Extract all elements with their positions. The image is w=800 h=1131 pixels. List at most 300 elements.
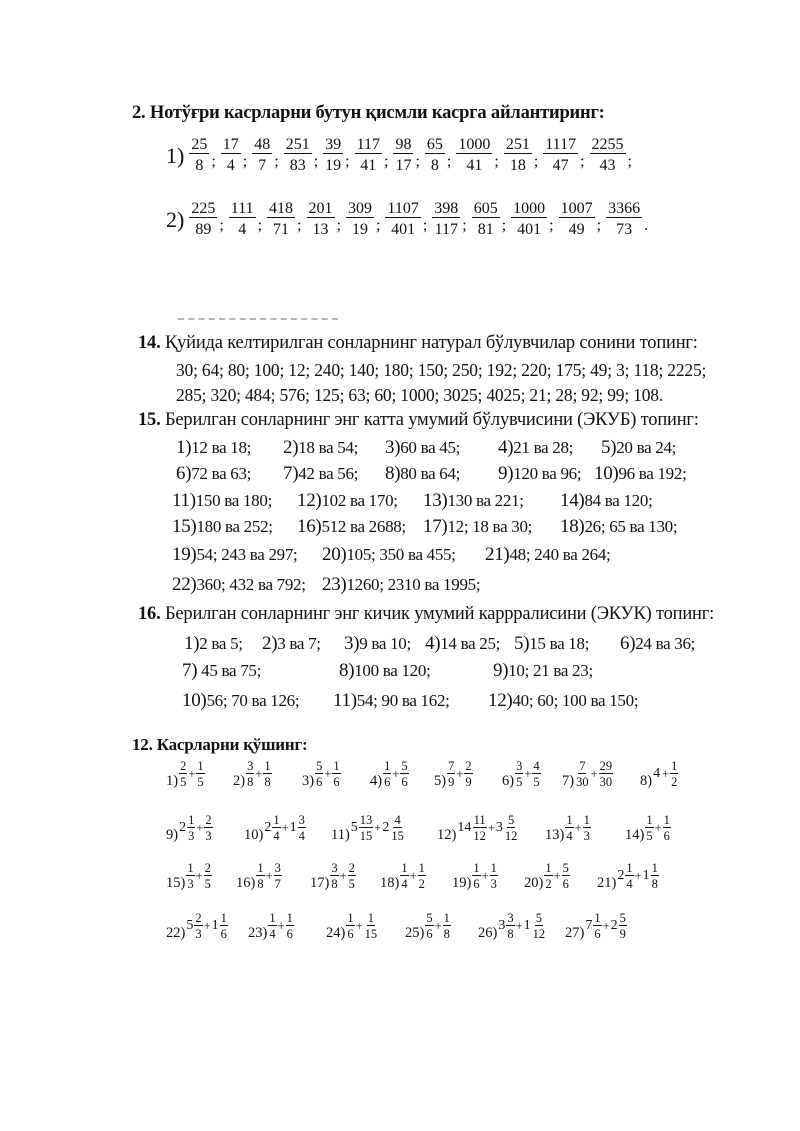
denominator: 3 — [490, 876, 497, 891]
item-value: 10; 21 ва 23; — [508, 661, 593, 680]
item-number: 4) — [425, 633, 441, 654]
denominator: 49 — [568, 221, 585, 238]
separator: ; — [313, 153, 319, 170]
task2-heading: 2. Нотўғри касрларни бутун қисмли касрга айлантиринг: — [132, 103, 605, 123]
task16-item — [493, 660, 593, 682]
numerator: 1 — [269, 911, 276, 925]
item-number: 23) — [322, 574, 347, 595]
sum-exercise — [562, 760, 613, 788]
separator: ; — [219, 217, 224, 234]
item-number: 11) — [172, 490, 196, 511]
item-number: 14) — [625, 826, 645, 843]
plus-sign: + — [281, 820, 289, 835]
task15-item — [283, 437, 358, 459]
item-value: 84 ва 120; — [584, 491, 653, 510]
fraction-sum — [268, 912, 294, 940]
fraction — [511, 201, 547, 238]
plus-sign: + — [553, 868, 561, 883]
separator: ; — [422, 217, 428, 234]
fraction — [562, 862, 570, 890]
separator: . — [644, 217, 649, 234]
denominator: 9 — [448, 774, 455, 789]
separator: ; — [384, 153, 389, 170]
item-value: 45 ва 75; — [197, 661, 262, 680]
plus-sign: + — [392, 766, 400, 781]
item-number: 8) — [385, 463, 401, 484]
numerator: 1 — [443, 911, 450, 925]
numerator: 98 — [395, 136, 412, 153]
plus-sign: + — [195, 868, 203, 883]
plus-sign: + — [255, 766, 263, 781]
item-number: 22) — [166, 924, 186, 941]
plus-sign: + — [602, 918, 610, 933]
whole-part: 1 — [642, 868, 650, 883]
plus-sign: + — [574, 820, 582, 835]
item-value: 120 ва 96; — [513, 464, 582, 483]
whole-part: 3 — [495, 820, 503, 835]
numerator: 1107 — [387, 200, 419, 217]
denominator: 41 — [360, 157, 377, 174]
item-value: 12 ва 18; — [191, 438, 252, 457]
task15-item — [322, 544, 456, 566]
denominator: 5 — [533, 774, 540, 789]
fraction — [651, 862, 659, 890]
fraction — [346, 912, 354, 940]
sum-exercise — [502, 760, 541, 788]
fraction — [256, 862, 264, 890]
denominator: 5 — [197, 774, 204, 789]
fraction — [355, 137, 382, 174]
whole-part: 5 — [186, 918, 194, 933]
task16-item — [488, 690, 638, 712]
denominator: 7 — [258, 157, 267, 174]
item-number: 6) — [176, 463, 192, 484]
numerator: 605 — [473, 200, 498, 217]
denominator: 117 — [434, 221, 458, 238]
item-number: 2) — [262, 633, 278, 654]
separator: ; — [446, 153, 452, 170]
item-value: 2 ва 5; — [199, 634, 243, 653]
item-value: 100 ва 120; — [354, 661, 431, 680]
item-value: 26; 65 ва 130; — [584, 517, 678, 536]
item-number: 12) — [297, 490, 322, 511]
item-number: 5) — [601, 437, 617, 458]
fraction — [189, 201, 217, 238]
fraction — [472, 862, 480, 890]
whole-part: 2 — [382, 820, 390, 835]
fraction — [189, 137, 209, 174]
denominator: 401 — [391, 221, 416, 238]
whole-part: 2 — [617, 868, 625, 883]
item-number: 12) — [437, 826, 457, 843]
item-number: 18) — [380, 874, 400, 891]
sum-exercise — [545, 814, 591, 842]
separator: ; — [462, 217, 467, 234]
separator: ; — [415, 153, 420, 170]
numerator: 1000 — [513, 200, 546, 217]
item-number: 5) — [434, 772, 447, 789]
sum-exercise — [166, 862, 212, 890]
item-value: 512 ва 2688; — [321, 517, 406, 536]
whole-part: 2 — [264, 820, 272, 835]
task12-heading: 12. Касрларни қўшинг: — [132, 735, 308, 754]
plus-sign: + — [481, 868, 489, 883]
item-number: 15) — [166, 874, 186, 891]
item-value: 54; 90 ва 162; — [356, 691, 450, 710]
fraction — [400, 862, 408, 890]
denominator: 8 — [331, 876, 338, 891]
denominator: 19 — [351, 221, 368, 238]
denominator: 6 — [347, 926, 354, 941]
numerator: 1 — [347, 911, 354, 925]
item-number: 13) — [423, 490, 448, 511]
fraction-sum — [264, 814, 306, 842]
fraction — [472, 201, 500, 238]
numerator: 1 — [651, 861, 658, 875]
item-number: 20) — [322, 544, 347, 565]
fraction — [385, 201, 420, 238]
numerator: 1 — [384, 759, 391, 773]
numerator: 5 — [508, 813, 515, 827]
fraction — [359, 814, 374, 842]
sum-exercise — [380, 862, 426, 890]
numerator: 3366 — [608, 200, 641, 217]
fraction — [506, 912, 514, 940]
fraction — [187, 814, 195, 842]
numerator: 4 — [394, 813, 401, 827]
numerator: 5 — [316, 759, 323, 773]
separator: ; — [242, 153, 248, 170]
item-number: 4) — [370, 772, 383, 789]
item-number: 3) — [302, 772, 315, 789]
fraction-sum — [351, 814, 405, 842]
denominator: 41 — [466, 157, 483, 174]
item-value: 102 ва 170; — [321, 491, 398, 510]
cropped-text-fragment — [178, 318, 338, 325]
denominator: 43 — [599, 157, 616, 174]
task15-item — [594, 463, 687, 485]
numerator: 5 — [619, 911, 626, 925]
item-number: 9) — [498, 463, 514, 484]
task2-row2-label: 2) — [166, 206, 185, 232]
denominator: 13 — [312, 221, 329, 238]
denominator: 3 — [205, 828, 212, 843]
fraction — [504, 814, 519, 842]
fraction — [432, 201, 460, 238]
item-number: 5) — [514, 633, 530, 654]
task15-item — [176, 437, 251, 459]
denominator: 4 — [626, 876, 633, 891]
denominator: 15 — [391, 828, 404, 843]
fraction — [220, 912, 228, 940]
fraction — [425, 137, 445, 174]
fraction — [593, 912, 601, 940]
fraction — [625, 862, 633, 890]
task15-item — [485, 544, 610, 566]
item-number: 1) — [184, 633, 200, 654]
numerator: 7 — [579, 759, 586, 773]
sum-exercise — [236, 862, 282, 890]
plus-sign: + — [524, 766, 532, 781]
whole-part: 4 — [653, 766, 661, 781]
numerator: 4 — [533, 759, 540, 773]
numerator: 3 — [298, 813, 305, 827]
fraction-sum — [246, 760, 272, 788]
denominator: 12 — [473, 828, 486, 843]
numerator: 1 — [257, 861, 264, 875]
numerator: 2 — [465, 759, 472, 773]
numerator: 1 — [264, 759, 271, 773]
numerator: 1007 — [560, 200, 593, 217]
plus-sign: + — [188, 766, 196, 781]
task16-item — [333, 690, 450, 712]
fraction — [179, 760, 187, 788]
fraction-sum — [256, 862, 282, 890]
sum-exercise — [478, 912, 546, 940]
fraction — [464, 760, 472, 788]
plus-sign: + — [277, 918, 285, 933]
item-number: 13) — [545, 826, 565, 843]
task15-item — [172, 516, 273, 538]
denominator: 15 — [359, 828, 373, 843]
denominator: 4 — [401, 876, 408, 891]
fraction — [425, 912, 433, 940]
task2-row2 — [166, 201, 652, 238]
task15-heading: 15. Берилган сонларнинг энг катта умумий бўлувчисини (ЭКУБ) топинг: — [138, 410, 699, 430]
numerator: 1 — [273, 813, 280, 827]
numerator: 1 — [197, 759, 204, 773]
fraction — [575, 760, 590, 788]
numerator: 3 — [247, 759, 254, 773]
task14-numbers-line-2: 285; 320; 484; 576; 125; 63; 60; 1000; 3025; 4025; 21; 28; 92; 99; 108. — [176, 385, 663, 405]
denominator: 3 — [188, 828, 195, 843]
denominator: 8 — [247, 774, 254, 789]
fraction-sum — [383, 760, 409, 788]
numerator: 2 — [204, 861, 211, 875]
item-value: 18 ва 54; — [298, 438, 359, 457]
fraction — [229, 201, 256, 238]
fraction — [544, 862, 552, 890]
whole-part: 1 — [211, 918, 219, 933]
fraction — [447, 760, 455, 788]
separator: ; — [596, 217, 602, 234]
item-value: 21 ва 28; — [513, 438, 574, 457]
plus-sign: + — [374, 820, 382, 835]
task15-item — [283, 463, 358, 485]
numerator: 3 — [274, 861, 281, 875]
numerator: 13 — [359, 813, 373, 827]
denominator: 6 — [286, 926, 293, 941]
fraction-sum — [515, 760, 541, 788]
item-number: 9) — [166, 826, 179, 843]
fraction — [515, 760, 523, 788]
fraction — [196, 760, 204, 788]
denominator: 5 — [516, 774, 523, 789]
sum-exercise — [244, 814, 306, 842]
item-number: 7) — [562, 772, 575, 789]
item-value: 15 ва 18; — [529, 634, 590, 653]
denominator: 8 — [651, 876, 658, 891]
plus-sign: + — [456, 766, 464, 781]
item-number: 8) — [339, 660, 355, 681]
denominator: 8 — [443, 926, 450, 941]
numerator: 1 — [418, 861, 425, 875]
fraction-sum — [179, 760, 205, 788]
denominator: 81 — [477, 221, 494, 238]
denominator: 5 — [180, 774, 187, 789]
numerator: 1 — [367, 911, 375, 925]
numerator: 1117 — [545, 136, 577, 153]
plus-sign: + — [203, 918, 211, 933]
denominator: 3 — [187, 876, 194, 891]
numerator: 1 — [583, 813, 590, 827]
fraction — [267, 201, 295, 238]
denominator: 2 — [671, 774, 678, 789]
item-value: 360; 432 ва 792; — [196, 575, 306, 594]
fraction-sum — [653, 760, 678, 788]
task15-item — [385, 463, 460, 485]
fraction — [532, 912, 547, 940]
denominator: 4 — [226, 157, 235, 174]
separator: ; — [274, 153, 279, 170]
item-number: 1) — [176, 437, 192, 458]
task14-numbers-line-1: 30; 64; 80; 100; 12; 240; 140; 180; 150; 250; 192; 220; 175; 49; 3; 118; 2225; — [176, 360, 707, 380]
fraction — [346, 201, 374, 238]
numerator: 1 — [626, 861, 633, 875]
separator: ; — [494, 153, 499, 170]
item-number: 8) — [640, 772, 653, 789]
task16-item — [514, 633, 589, 655]
item-value: 48; 240 ва 264; — [509, 545, 611, 564]
denominator: 8 — [257, 876, 264, 891]
fraction — [348, 862, 356, 890]
task16-heading: 16. Берилган сонларнинг энг кичик умумий каррралисини (ЭКУК) топинг: — [138, 604, 715, 624]
numerator: 3 — [331, 861, 338, 875]
denominator: 30 — [576, 774, 589, 789]
task15-item — [172, 544, 297, 566]
separator: ; — [375, 217, 381, 234]
item-number: 19) — [452, 874, 472, 891]
item-number: 10) — [594, 463, 619, 484]
whole-part: 3 — [498, 918, 506, 933]
sum-exercise — [326, 912, 378, 940]
denominator: 8 — [195, 157, 204, 174]
separator: ; — [336, 217, 341, 234]
fraction — [390, 814, 405, 842]
plus-sign: + — [515, 918, 523, 933]
denominator: 6 — [316, 774, 323, 789]
fraction-sum — [457, 814, 518, 842]
denominator: 83 — [289, 157, 306, 174]
denominator: 6 — [562, 876, 569, 891]
fraction — [274, 862, 282, 890]
numerator: 2255 — [591, 136, 624, 153]
sum-exercise — [310, 862, 356, 890]
denominator: 5 — [204, 876, 211, 891]
item-value: 1260; 2310 ва 1995; — [346, 575, 481, 594]
sum-exercise — [302, 760, 341, 788]
item-number: 11) — [331, 826, 350, 843]
numerator: 3 — [516, 759, 523, 773]
item-number: 1) — [166, 772, 179, 789]
fraction-sum — [498, 912, 546, 940]
fraction-sum — [565, 814, 591, 842]
item-number: 6) — [620, 633, 636, 654]
plus-sign: + — [409, 868, 417, 883]
numerator: 17 — [222, 136, 239, 153]
separator: ; — [549, 217, 554, 234]
plus-sign: + — [265, 868, 273, 883]
item-value: 150 ва 180; — [195, 491, 273, 510]
item-number: 16) — [236, 874, 256, 891]
item-value: 12; 18 ва 30; — [447, 517, 533, 536]
fraction — [272, 814, 280, 842]
item-value: 56; 70 ва 126; — [206, 691, 300, 710]
sum-exercise — [248, 912, 294, 940]
sum-exercise — [625, 814, 671, 842]
plus-sign: + — [355, 918, 363, 933]
sum-exercise — [405, 912, 451, 940]
item-number: 27) — [565, 924, 585, 941]
denominator: 17 — [395, 157, 412, 174]
numerator: 1 — [286, 911, 293, 925]
fraction — [543, 137, 578, 174]
item-value: 40; 60; 100 ва 150; — [512, 691, 639, 710]
denominator: 6 — [594, 926, 601, 941]
task15-item — [176, 463, 251, 485]
denominator: 12 — [532, 926, 546, 941]
denominator: 4 — [298, 828, 305, 843]
task15-item — [560, 516, 677, 538]
denominator: 2 — [545, 876, 552, 891]
fraction-sum — [315, 760, 341, 788]
fraction — [443, 912, 451, 940]
denominator: 6 — [333, 774, 340, 789]
denominator: 4 — [273, 828, 280, 843]
fraction-sum — [472, 862, 498, 890]
numerator: 2 — [205, 813, 212, 827]
separator: ; — [345, 153, 350, 170]
item-value: 80 ва 64; — [400, 464, 461, 483]
item-value: 54; 243 ва 297; — [196, 545, 298, 564]
sum-exercise — [166, 760, 205, 788]
task15-item — [172, 490, 272, 512]
item-number: 11) — [333, 690, 357, 711]
sum-exercise — [565, 912, 627, 940]
whole-part: 14 — [457, 820, 472, 835]
item-value: 105; 350 ва 455; — [346, 545, 456, 564]
numerator: 1 — [646, 813, 653, 827]
task16-item — [262, 633, 321, 655]
fraction — [204, 814, 212, 842]
whole-part: 5 — [350, 820, 358, 835]
whole-part: 2 — [610, 918, 618, 933]
item-number: 4) — [498, 437, 514, 458]
numerator: 7 — [448, 759, 455, 773]
item-number: 17) — [423, 516, 448, 537]
whole-part: 1 — [289, 820, 297, 835]
plus-sign: + — [487, 820, 495, 835]
denominator: 12 — [504, 828, 518, 843]
task15-item — [498, 437, 573, 459]
fraction — [323, 137, 343, 174]
item-number: 6) — [502, 772, 515, 789]
separator: ; — [533, 153, 539, 170]
denominator: 6 — [473, 876, 480, 891]
numerator: 418 — [269, 200, 294, 217]
separator: ; — [501, 217, 507, 234]
denominator: 15 — [364, 926, 378, 941]
